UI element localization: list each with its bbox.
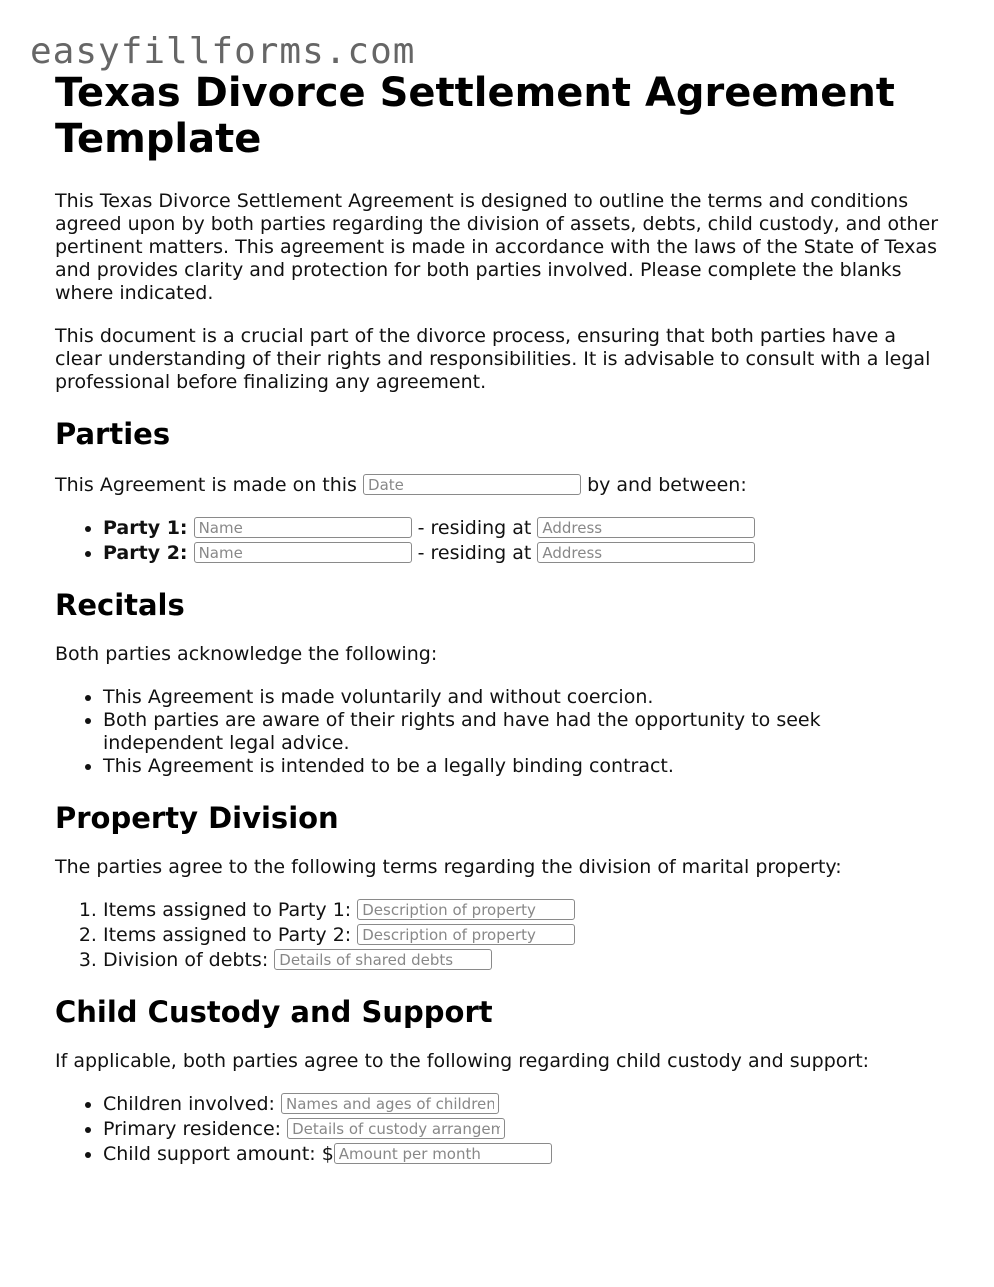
- support-label: Child support amount: $: [103, 1143, 334, 1165]
- party-1-item: [103, 517, 945, 540]
- party-2-label: Party 2:: [103, 542, 188, 564]
- party-1-residing-label: - residing at: [417, 517, 532, 539]
- document: [55, 70, 945, 1166]
- property-lead: The parties agree to the following terms regarding the division of marital property:: [55, 856, 842, 878]
- property-item-2: [103, 924, 945, 947]
- agreement-date-suffix: by and between:: [587, 474, 747, 496]
- residence-label: Primary residence:: [103, 1118, 282, 1140]
- debts-field[interactable]: [274, 949, 492, 970]
- party-2-address-field[interactable]: [537, 542, 755, 563]
- agreement-date-prefix: This Agreement is made on this: [55, 474, 357, 496]
- recitals-list: [55, 686, 945, 778]
- recitals-heading: Recitals: [55, 588, 185, 622]
- page-title: Texas Divorce Settlement Agreement Template: [55, 70, 895, 162]
- custody-item-children: [103, 1093, 945, 1116]
- support-amount-field[interactable]: [334, 1143, 552, 1164]
- custody-item-residence: [103, 1118, 945, 1141]
- recital-item: • This Agreement is intended to be a legally binding contract.: [103, 755, 945, 778]
- recitals-lead: Both parties acknowledge the following:: [55, 643, 438, 665]
- agreement-date-field[interactable]: [363, 474, 581, 495]
- property-item-2-label: Items assigned to Party 2:: [103, 924, 352, 946]
- intro-paragraph-2: This document is a crucial part of the divorce process, ensuring that both parties have a clear understanding of their rights and responsibilities. It is advisable to consult with a legal professional before finalizing any agreement.: [55, 325, 931, 393]
- property-item-3-label: Division of debts:: [103, 949, 269, 971]
- property-heading: Property Division: [55, 801, 339, 835]
- party-2-item: [103, 542, 945, 565]
- agreement-date-line: [55, 474, 945, 497]
- recital-item: • Both parties are aware of their rights and have had the opportunity to seek independent legal advice.: [103, 709, 945, 755]
- party-2-residing-label: - residing at: [417, 542, 532, 564]
- property-party-2-field[interactable]: [357, 924, 575, 945]
- property-item-1: [103, 899, 945, 922]
- intro-paragraph-1: This Texas Divorce Settlement Agreement is designed to outline the terms and conditions agreed upon by both parties regarding the division of assets, debts, child custody, and other pertinent matters. This agreement is made in accordance with the laws of the State of Texas and provides clarity and protection for both parties involved. Please complete the blanks where indicated.: [55, 190, 939, 304]
- parties-list: [55, 517, 945, 565]
- watermark: easyfillforms.com: [30, 31, 416, 72]
- party-2-name-field[interactable]: [194, 542, 412, 563]
- property-item-1-label: Items assigned to Party 1:: [103, 899, 352, 921]
- recital-item: • This Agreement is made voluntarily and without coercion.: [103, 686, 945, 709]
- custody-item-support: [103, 1143, 945, 1166]
- party-1-label: Party 1:: [103, 517, 188, 539]
- custody-lead: If applicable, both parties agree to the following regarding child custody and support:: [55, 1050, 870, 1072]
- parties-heading: Parties: [55, 417, 171, 451]
- children-label: Children involved:: [103, 1093, 275, 1115]
- children-field[interactable]: [281, 1093, 499, 1114]
- property-list: [55, 899, 945, 972]
- party-1-name-field[interactable]: [194, 517, 412, 538]
- custody-heading: Child Custody and Support: [55, 995, 493, 1029]
- custody-list: [55, 1093, 945, 1166]
- property-item-3: [103, 949, 945, 972]
- party-1-address-field[interactable]: [537, 517, 755, 538]
- residence-field[interactable]: [287, 1118, 505, 1139]
- property-party-1-field[interactable]: [357, 899, 575, 920]
